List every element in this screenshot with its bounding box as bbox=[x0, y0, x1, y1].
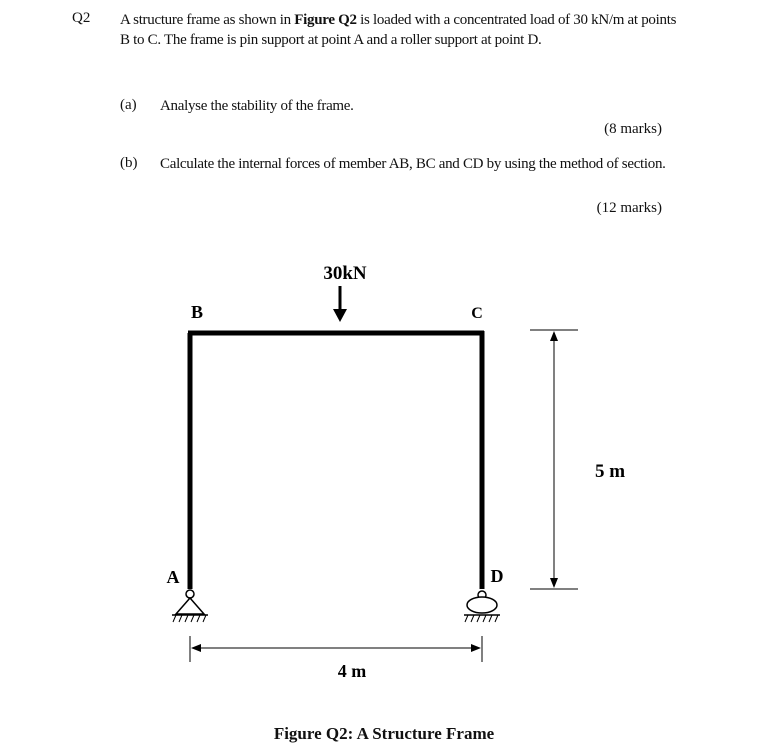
question-text-part-1: A structure frame as shown in bbox=[120, 12, 295, 28]
width-dimension-label: 4 m bbox=[337, 661, 367, 681]
width-dimension bbox=[190, 636, 482, 662]
roller-support-icon bbox=[464, 591, 500, 622]
pin-support-icon bbox=[172, 590, 208, 622]
node-c-label: C bbox=[471, 305, 483, 322]
part-b-label: (b) bbox=[120, 155, 138, 171]
question-figure-ref: Figure Q2 bbox=[294, 12, 357, 28]
part-b-text: Calculate the internal forces of member AB, BC and CD by using the method of section. bbox=[160, 156, 666, 172]
frame bbox=[188, 331, 484, 589]
node-b-label: B bbox=[190, 302, 204, 322]
part-a-marks: (8 marks) bbox=[604, 121, 662, 137]
part-a-text: Analyse the stability of the frame. bbox=[160, 98, 354, 114]
question-text-part-2: is loaded with a concentrated load of 30 kN/m at points B to C. The frame is pin support at point A and a roller support at point D. bbox=[120, 12, 677, 48]
height-dimension-label: 5 m bbox=[594, 461, 626, 482]
height-dimension bbox=[530, 330, 578, 589]
question-number: Q2 bbox=[72, 10, 91, 26]
node-d-label: D bbox=[490, 566, 504, 586]
part-b-marks: (12 marks) bbox=[596, 200, 662, 216]
part-a-label: (a) bbox=[120, 97, 137, 113]
node-a-label: A bbox=[166, 567, 180, 587]
load-label: 30kN bbox=[323, 263, 367, 284]
load-arrow-icon bbox=[333, 286, 347, 322]
figure-caption: Figure Q2: A Structure Frame bbox=[273, 724, 495, 743]
